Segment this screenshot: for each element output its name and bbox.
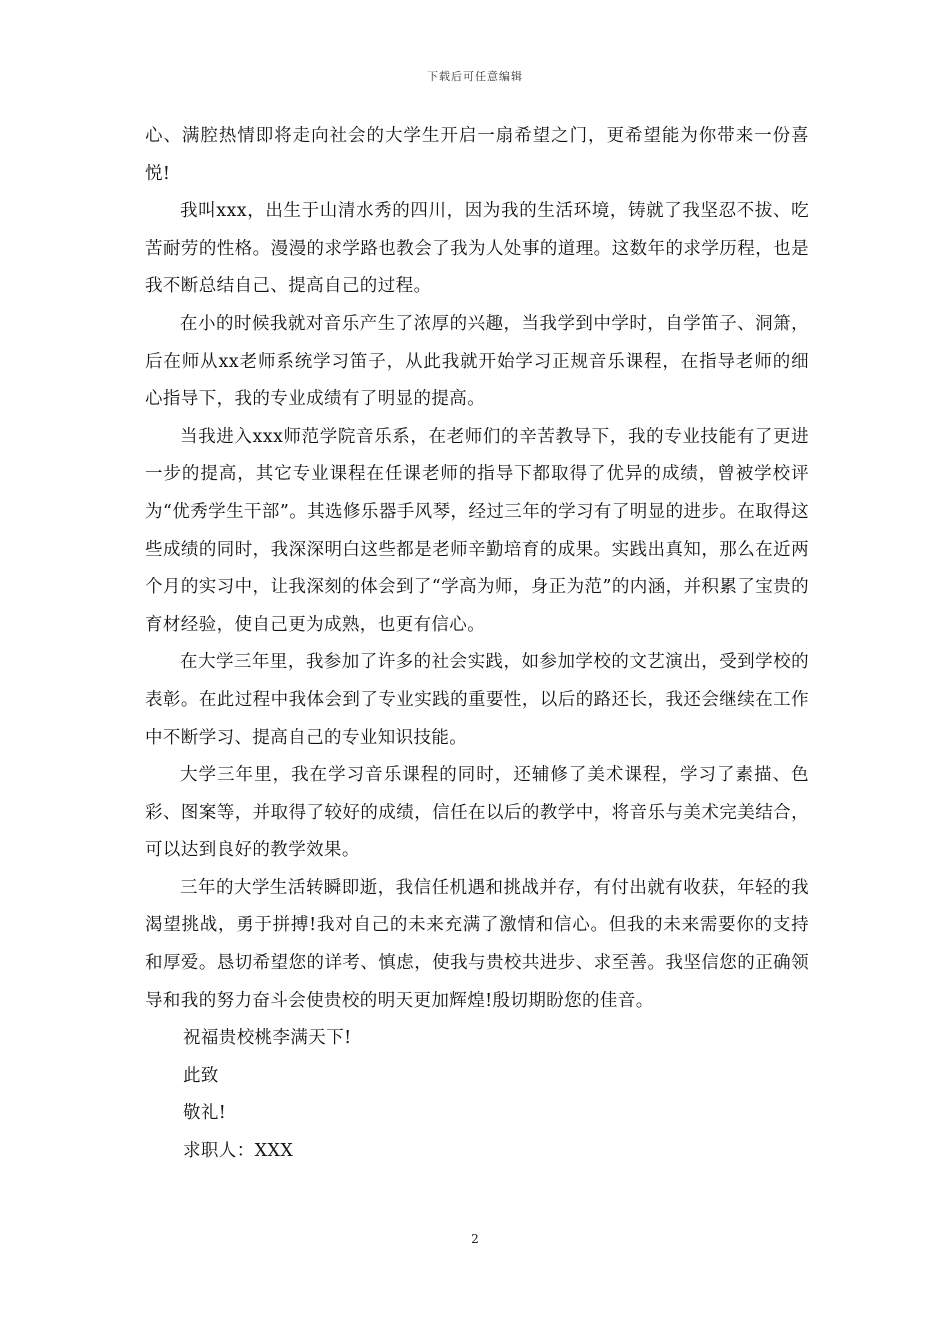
page-header: 下载后可任意编辑 (427, 70, 523, 83)
paragraph-continuation: 心、满腔热情即将走向社会的大学生开启一扇希望之门，更希望能为你带来一份喜悦! (145, 126, 809, 184)
signature: 求职人：XXX (183, 1141, 294, 1162)
paragraph-music-interest: 在小的时候我就对音乐产生了浓厚的兴趣，当我学到中学时，自学笛子、洞箫，后在师从xx老师系统学习笛子，从此我就开始学习正规音乐课程，在指导老师的细心指导下，我的专业成绩有了明显的提高。 (145, 313, 809, 410)
paragraph-social-practice: 在大学三年里，我参加了许多的社会实践，如参加学校的文艺演出，受到学校的表彰。在此过程中我体会到了专业实践的重要性，以后的路还长，我还会继续在工作中不断学习、提高自己的专业知识技能。 (145, 652, 809, 748)
closing-salutation-1: 此致 (183, 1065, 219, 1086)
paragraph-art-courses: 大学三年里，我在学习音乐课程的同时，还辅修了美术课程，学习了素描、色彩、图案等，并取得了较好的成绩，信任在以后的教学中，将音乐与美术完美结合，可以达到良好的教学效果。 (145, 765, 809, 861)
closing-salutation-2: 敬礼! (183, 1103, 227, 1124)
paragraph-conclusion: 三年的大学生活转瞬即逝，我信任机遇和挑战并存，有付出就有收获，年轻的我渴望挑战，勇于拼搏!我对自己的未来充满了激情和信心。但我的未来需要你的支持和厚爱。恳切希望您的详考、慎虑，使我与贵校共进步、求至善。我坚信您的正确领导和我的努力奋斗会使贵校的明天更加辉煌!殷切期盼您的佳音。 (145, 877, 809, 1011)
closing-wish: 祝福贵校桃李满天下! (183, 1028, 352, 1049)
page-number: 2 (471, 1232, 479, 1246)
paragraph-introduction: 我叫xxx，出生于山清水秀的四川，因为我的生活环境，铸就了我坚忍不拔、吃苦耐劳的性格。漫漫的求学路也教会了我为人处事的道理。这数年的求学历程，也是我不断总结自己、提高自己的过程。 (145, 201, 809, 297)
paragraph-college-study: 当我进入xxx师范学院音乐系，在老师们的辛苦教导下，我的专业技能有了更进一步的提高，其它专业课程在任课老师的指导下都取得了优异的成绩，曾被学校评为“优秀学生干部”。其选修乐器手风琴，经过三年的学习有了明显的进步。在取得这些成绩的同时，我深深明白这些都是老师辛勤培育的成果。实践出真知，那么在近两个月的实习中，让我深刻的体会到了“学高为师，身正为范”的内涵，并积累了宝贵的育材经验，使自己更为成熟，也更有信心。 (145, 426, 809, 635)
document-body (145, 118, 809, 1171)
